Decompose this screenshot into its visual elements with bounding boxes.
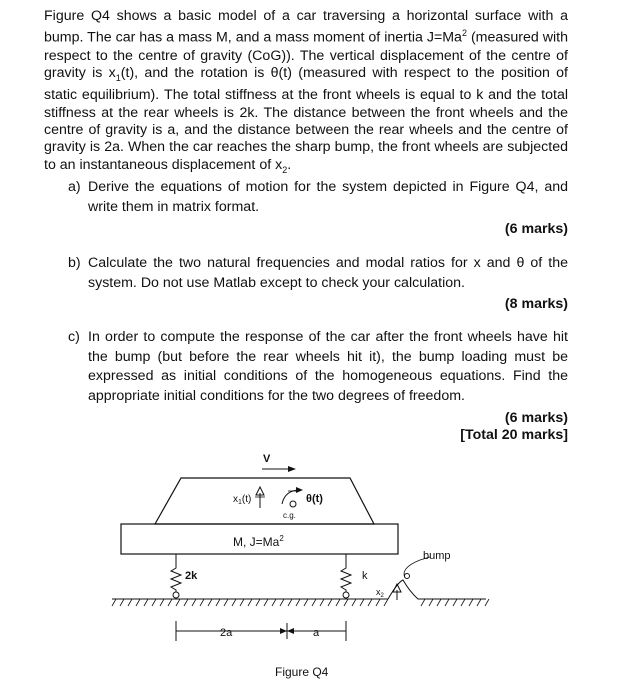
dim-rear-label: 2a — [220, 627, 233, 639]
bump-profile — [388, 580, 486, 599]
question-b-marks: (8 marks) — [504, 296, 568, 312]
figure-caption: Figure Q4 — [275, 665, 329, 679]
rear-spring — [171, 554, 181, 592]
rear-wheel-contact — [173, 592, 179, 598]
front-spring — [341, 554, 351, 592]
rear-stiffness-label: 2k — [185, 570, 198, 582]
ground-hatch — [112, 599, 388, 606]
front-wheel-contact — [343, 592, 349, 598]
bump-label: bump — [423, 550, 451, 562]
question-c: c) In order to compute the response of the car after the front wheels have hit the bump (but before the rear wheels hit it), the bump loading must be expressed as initial conditions of the homogeneous equations. Find the appropriate initial conditions for the two degrees of freedom. — [68, 329, 568, 404]
x2-label: $x_2$ — [376, 587, 384, 599]
x1-label: $x_1(t)$ — [233, 494, 252, 506]
dim-front-label: a — [313, 627, 320, 639]
velocity-label: V — [263, 453, 271, 465]
cg-point — [290, 501, 296, 507]
total-marks: [Total 20 marks] — [460, 427, 568, 443]
question-a: a) Derive the equations of motion for the system depicted in Figure Q4, and write them in matrix format. — [68, 179, 568, 215]
problem-statement: Figure Q4 shows a basic model of a car traversing a horizontal surface with a bump. The car has a mass M, and a mass moment of inertia $J=Ma^2$ (measured with respect to the centre of gravity (CoG)). The vertical displacement of the centre of gravity is $x_1(t)$, and the rotation is θ(t) (measured with respect to the position of static equilibrium). The total stiffness at the front wheels is equal to k and the total stiffness at the rear wheels is 2k. The distance between the front wheels and the centre of gravity is a, and the distance between the rear wheels and the centre of gravity is 2a. When the car reaches the sharp bump, the front wheels are subjected to an instantaneous displacement of $x_2$. — [44, 8, 569, 175]
question-c-marks: (6 marks) [Total 20 marks] — [460, 410, 568, 443]
mass-label: M, $J=Ma^2$ — [233, 534, 284, 549]
theta-label: θ(t) — [306, 493, 323, 505]
question-a-marks: (6 marks) — [504, 221, 568, 237]
cg-label: c.g. — [283, 511, 296, 520]
front-stiffness-label: k — [362, 570, 368, 582]
question-b: b) Calculate the two natural frequencies and modal ratios for x and θ of the system. Do not use Matlab except to check your calculation. — [68, 255, 568, 291]
car-cabin — [155, 478, 374, 524]
